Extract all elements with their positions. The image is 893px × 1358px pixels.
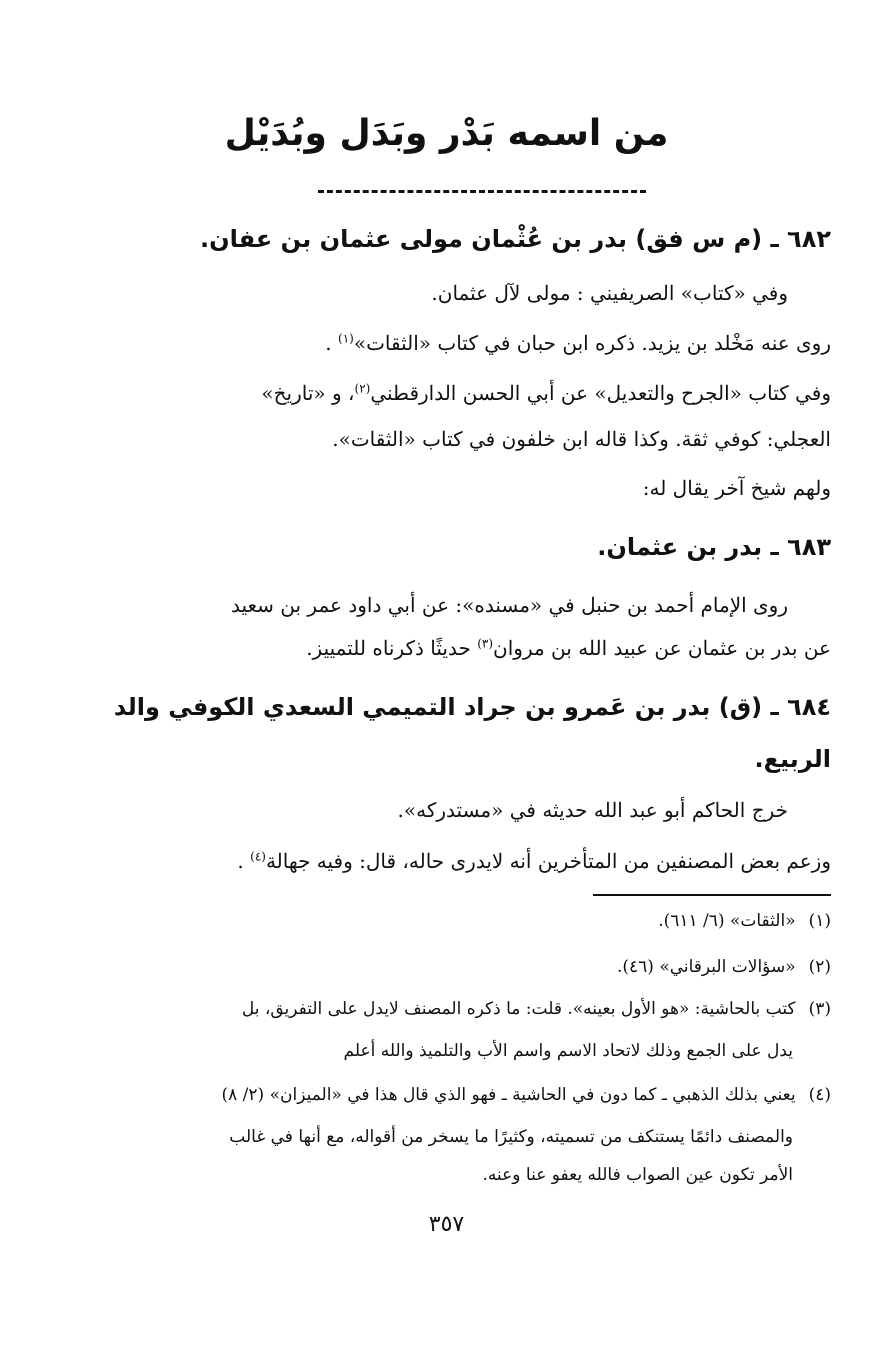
footnote-number: (٢) xyxy=(808,957,831,977)
footnote-ref: (٤) xyxy=(250,849,266,864)
footnote-cont: الأمر تكون عين الصواب فالله يعفو عنا وعنه. xyxy=(482,1165,793,1185)
footnote-number: (٤) xyxy=(808,1085,831,1105)
entry-number: ٦٨٢ xyxy=(787,225,831,253)
footnote-cont: يدل على الجمع وذلك لاتحاد الاسم واسم الأب والتلميذ والله أعلم xyxy=(343,1041,793,1061)
footnote-number: (١) xyxy=(808,911,831,931)
page-number: ٣٥٧ xyxy=(428,1212,465,1237)
entry-number: ٦٨٤ xyxy=(787,693,831,721)
entry-682-line: العجلي: كوفي ثقة. وكذا قاله ابن خلفون في كتاب «الثقات». xyxy=(332,427,831,451)
entry-682-title xyxy=(200,222,831,256)
entry-title: ـ (ق) بدر بن عَمرو بن جراد التميمي السعدي الكوفي والد xyxy=(113,693,779,721)
entry-number: ٦٨٣ xyxy=(787,533,831,561)
footnote-ref: (١) xyxy=(338,331,354,346)
footnote: (٤) يعني بذلك الذهبي ـ كما دون في الحاشية ـ فهو الذي قال هذا في «الميزان» (٢/ ٨) xyxy=(221,1082,831,1108)
heading-divider xyxy=(318,190,646,193)
entry-683-line: روى الإمام أحمد بن حنبل في «مسنده»: عن أبي داود عمر بن سعيد xyxy=(230,593,788,617)
entry-682-line: وفي كتاب «الجرح والتعديل» عن أبي الحسن الدارقطني$^{(٢)}$، و «تاريخ» xyxy=(261,381,831,405)
entry-title: ـ بدر بن عثمان. xyxy=(597,533,779,561)
entry-684-title-cont: الربيع. xyxy=(754,745,831,773)
footnote-number: (٣) xyxy=(808,999,831,1019)
chapter-heading: من اسمه بَدْر وبَدَل وبُدَيْل xyxy=(224,113,669,154)
footnote: (٣) كتب بالحاشية: «هو الأول بعينه». قلت: ما ذكره المصنف لايدل على التفريق، بل xyxy=(242,996,831,1022)
entry-title: ـ (م س فق) بدر بن عُثْمان مولى عثمان بن عفان. xyxy=(199,225,779,253)
entry-684-line: خرج الحاكم أبو عبد الله حديثه في «مستدركه». xyxy=(397,798,788,822)
footnote-divider xyxy=(593,894,831,896)
entry-684-title xyxy=(114,690,831,724)
entry-682-line: روى عنه مَخْلد بن يزيد. ذكره ابن حبان في كتاب «الثقات»$^{(١)}$ . xyxy=(325,331,831,355)
entry-684-line: وزعم بعض المصنفين من المتأخرين أنه لايدرى حاله، قال: وفيه جهالة$^{(٤)}$ . xyxy=(237,849,831,873)
entry-683-title xyxy=(597,530,831,564)
footnote-ref: (٢) xyxy=(354,381,371,396)
footnote: (٢) «سؤالات البرقاني» (٤٦). xyxy=(617,954,831,980)
entry-682-line: ولهم شيخ آخر يقال له: xyxy=(642,476,831,500)
footnote-ref: (٣) xyxy=(477,636,494,651)
footnote: (١) «الثقات» (٦/ ٦١١). xyxy=(658,908,831,934)
footnote-cont: والمصنف دائمًا يستنكف من تسميته، وكثيرًا ما يسخر من أقواله، مع أنها في غالب xyxy=(229,1127,793,1147)
entry-683-line: عن بدر بن عثمان عن عبيد الله بن مروان$^{(٣)}$ حديثًا ذكرناه للتمييز. xyxy=(306,636,831,660)
entry-682-line: وفي «كتاب» الصريفيني : مولى لآل عثمان. xyxy=(431,281,788,305)
